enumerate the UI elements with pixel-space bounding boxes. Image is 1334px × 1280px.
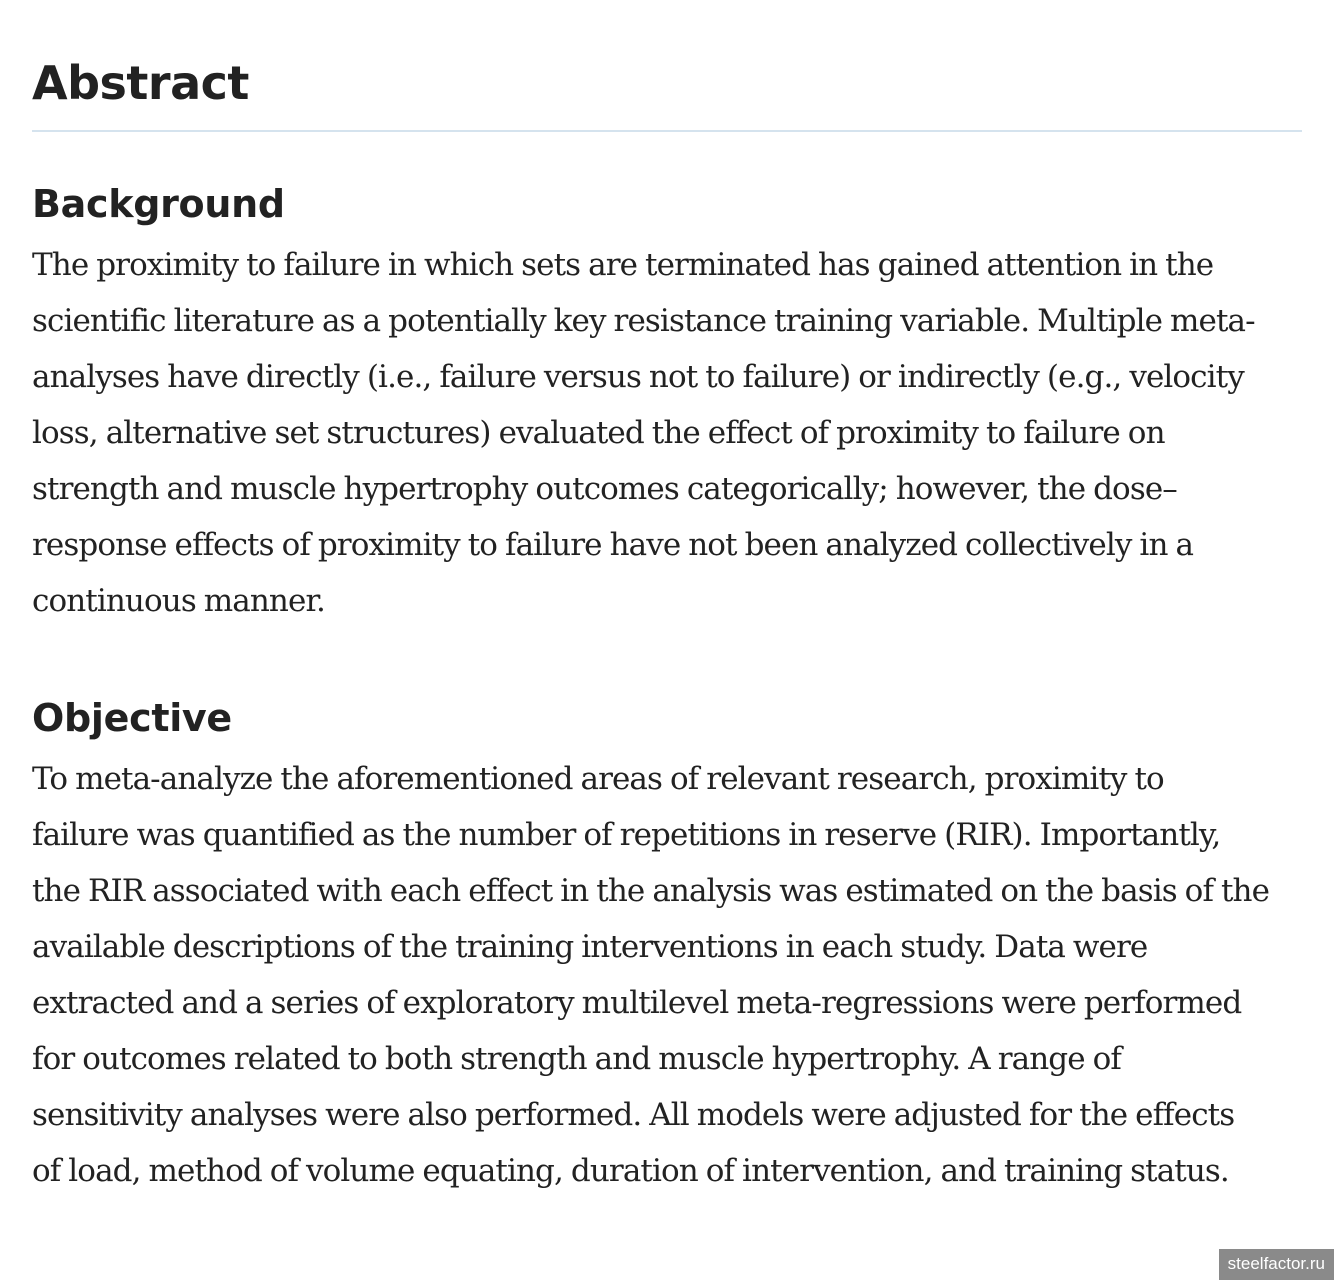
objective-line: sensitivity analyses were also performed. All models were adjusted for the effects [32, 1097, 1235, 1133]
background-line: loss, alternative set structures) evaluated the effect of proximity to failure on [32, 415, 1165, 451]
objective-line: failure was quantified as the number of repetitions in reserve (RIR). Importantly, [32, 817, 1221, 853]
background-line: The proximity to failure in which sets are terminated has gained attention in the [32, 247, 1214, 283]
objective-line: of load, method of volume equating, duration of intervention, and training status. [32, 1153, 1229, 1189]
background-line: scientific literature as a potentially key resistance training variable. Multiple meta- [32, 303, 1255, 339]
objective-line: the RIR associated with each effect in the analysis was estimated on the basis of the [32, 873, 1270, 909]
watermark-badge: steelfactor.ru [1219, 1249, 1334, 1280]
objective-line: To meta-analyze the aforementioned areas of relevant research, proximity to [32, 761, 1164, 797]
background-line: response effects of proximity to failure have not been analyzed collectively in a [32, 527, 1194, 563]
abstract-article [32, 0, 1302, 1199]
objective-paragraph [32, 751, 1302, 1199]
objective-heading: Objective [32, 696, 232, 740]
objective-line: available descriptions of the training interventions in each study. Data were [32, 929, 1148, 965]
objective-line: for outcomes related to both strength and muscle hypertrophy. A range of [32, 1041, 1121, 1077]
background-paragraph [32, 237, 1302, 629]
objective-section [32, 696, 1302, 1199]
background-section [32, 182, 1302, 629]
objective-line: extracted and a series of exploratory multilevel meta-regressions were performed [32, 985, 1242, 1021]
abstract-title: Abstract [32, 0, 1302, 132]
background-line: continuous manner. [32, 583, 325, 619]
background-line: analyses have directly (i.e., failure versus not to failure) or indirectly (e.g., velocity [32, 359, 1244, 395]
background-heading: Background [32, 182, 285, 226]
background-line: strength and muscle hypertrophy outcomes categorically; however, the dose– [32, 471, 1177, 507]
